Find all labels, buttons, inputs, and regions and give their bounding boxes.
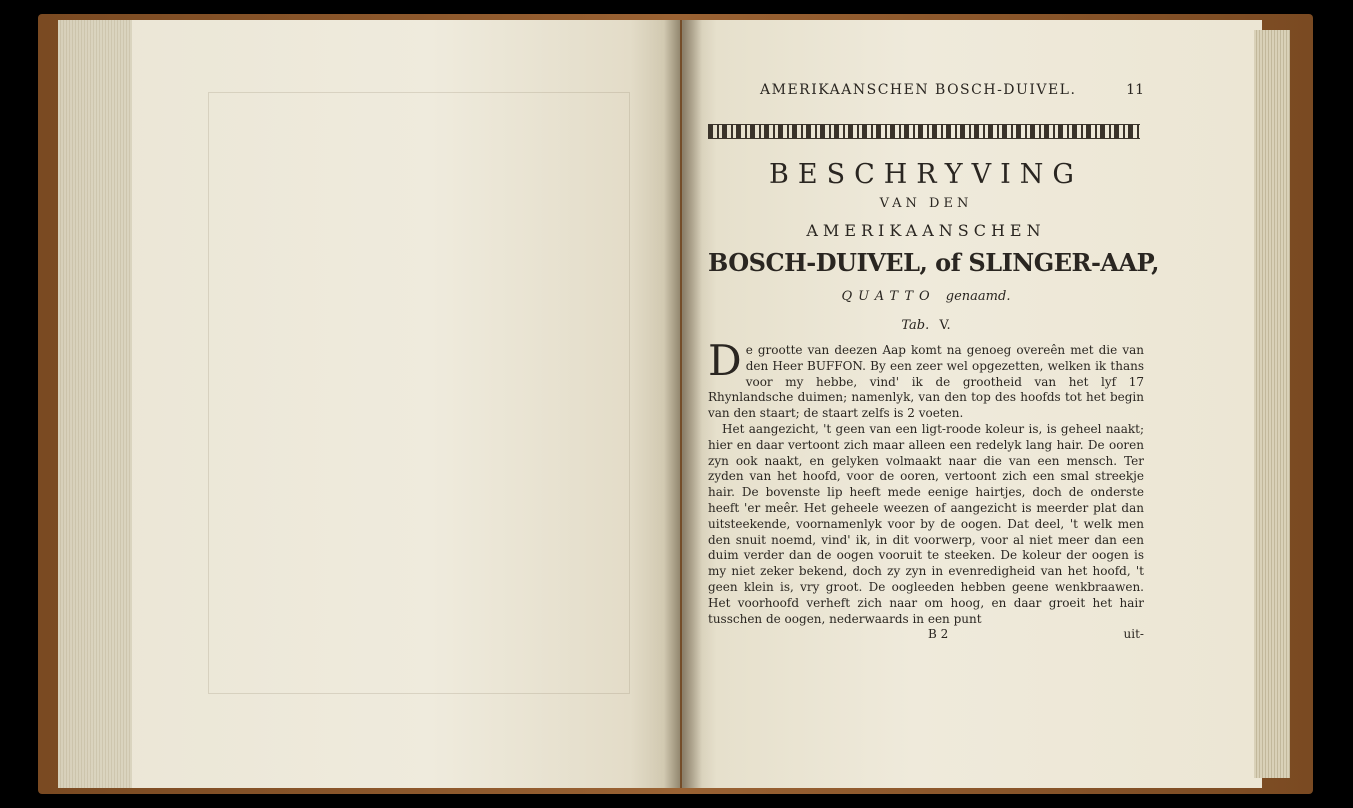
title-beschryving: BESCHRYVING	[769, 159, 1083, 190]
book-gutter	[664, 20, 702, 788]
title-quatto-line	[708, 289, 1144, 304]
tab-number: V.	[939, 318, 951, 333]
page-number: 11	[1126, 82, 1144, 98]
signature-mark: B 2	[928, 627, 949, 642]
page-header	[708, 82, 1144, 108]
title-quatto: QUATTO	[841, 289, 936, 304]
left-page-edges	[58, 20, 132, 788]
title-genaamd: genaamd.	[945, 289, 1011, 304]
drop-cap: D	[708, 336, 742, 385]
plate-impression	[208, 92, 630, 694]
tab-label: Tab.	[901, 318, 930, 333]
ornament-band	[708, 124, 1140, 139]
paragraph-2: Het aangezicht, 't geen van een ligt-roode koleur is, is geheel naakt; hier en daar vertoont zich maar alleen een redelyk lang hair. De ooren zyn ook naakt, en gelyken volmaakt naar die van een mensch. Ter zyden van het hoofd, voor de ooren, vertoont zich een smal streekje hair. De bovenste lip heeft mede eenige hairtjes, doch de onderste heeft 'er meêr. Het geheele weezen of aangezicht is meerder plat dan uitsteekende, voornamenlyk voor by de oogen. Dat deel, 't welk men den snuit noemd, vind' ik, in dit voorwerp, voor al niet meer dan een duim verder dan de oogen vooruit te steeken. De koleur der oogen is my niet zeker bekend, doch zy zyn in evenredigheid van het hoofd, 't geen klein is, vry groot. De oogleeden hebben geene wenkbraawen. Het voorhoofd verheft zich naar om hoog, en daar groeit het hair tusschen de oogen, nederwaards in een punt	[708, 421, 1144, 626]
paragraph-1-text: e grootte van deezen Aap komt na genoeg overeên met die van den Heer BUFFON. By een zeer wel opgezetten, welken ik thans voor my hebbe, vind' ik de grootheid van het lyf 17 Rhynlandsche duimen; namenlyk, van den top des hoofds tot het begin van den staart; de staart zelfs is 2 voeten.	[708, 343, 1144, 421]
left-page	[58, 20, 680, 788]
right-page-text	[708, 82, 1159, 645]
title-bosch-duivel: BOSCH-DUIVEL, of SLINGER-AAP,	[708, 248, 1159, 277]
catchword: uit-	[1123, 627, 1144, 642]
right-page-edges	[1254, 30, 1290, 778]
paragraph-1	[708, 336, 1144, 422]
page-footer	[708, 627, 1144, 645]
running-head: AMERIKAANSCHEN BOSCH-DUIVEL.	[760, 82, 1077, 98]
plate-reference	[708, 318, 1144, 333]
body-text	[708, 336, 1144, 627]
title-van-den: VAN DEN	[879, 196, 973, 211]
title-amerikaanschen: AMERIKAANSCHEN	[806, 221, 1046, 240]
